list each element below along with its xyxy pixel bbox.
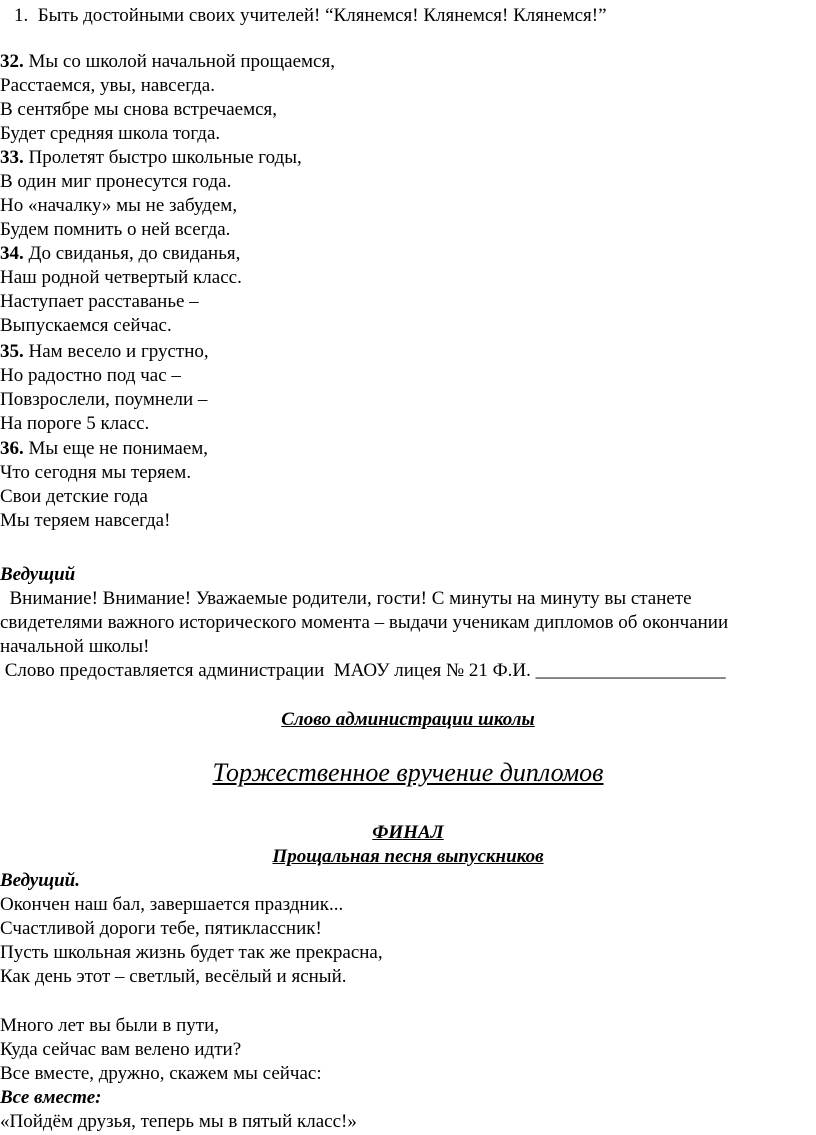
final-text-line: Счастливой дороги тебе, пятиклассник! bbox=[0, 918, 322, 939]
stanza-line: В сентябре мы снова встречаемся, bbox=[0, 99, 278, 120]
host-text-line: свидетелями важного исторического момента – выдачи ученикам дипломов об окончании bbox=[0, 612, 729, 633]
final-text-line: Куда сейчас вам велено идти? bbox=[0, 1039, 242, 1060]
final-text-line: Много лет вы были в пути, bbox=[0, 1015, 220, 1036]
stanza-number: 34. bbox=[0, 243, 24, 264]
intro-item-number: 1. bbox=[14, 5, 29, 26]
stanza-line: Мы теряем навсегда! bbox=[0, 510, 171, 531]
stanza-line: Будет средняя школа тогда. bbox=[0, 123, 221, 144]
stanza-line: Свои детские года bbox=[0, 486, 148, 507]
stanza-text: Мы со школой начальной прощаемся, bbox=[28, 51, 335, 72]
all-together-label: Все вместе: bbox=[0, 1087, 102, 1108]
stanza-line: Выпускаемся сейчас. bbox=[0, 315, 172, 336]
stanza-number: 36. bbox=[0, 438, 24, 459]
stanza-line: В один миг пронесутся года. bbox=[0, 171, 232, 192]
stanza-line: Расстаемся, увы, навсегда. bbox=[0, 75, 215, 96]
stanza-number: 35. bbox=[0, 341, 24, 362]
stanza-line: Наш родной четвертый класс. bbox=[0, 267, 242, 288]
stanza-text: До свиданья, до свиданья, bbox=[28, 243, 241, 264]
final-text-line: Пусть школьная жизнь будет так же прекрасна, bbox=[0, 942, 383, 963]
heading-ceremony: Торжественное вручение дипломов bbox=[212, 758, 604, 787]
stanza-line bbox=[0, 340, 209, 364]
stanza-number: 32. bbox=[0, 51, 24, 72]
stanza-text: Нам весело и грустно, bbox=[28, 341, 209, 362]
stanza-line: Наступает расставанье – bbox=[0, 291, 199, 312]
intro-item bbox=[14, 4, 607, 28]
host-text-line: начальной школы! bbox=[0, 636, 150, 657]
stanza-line bbox=[0, 437, 208, 461]
stanza-line: Но «началку» мы не забудем, bbox=[0, 195, 238, 216]
final-text-line: Все вместе, дружно, скажем мы сейчас: bbox=[0, 1063, 322, 1084]
speaker-label: Ведущий bbox=[0, 564, 76, 585]
stanza-text: Пролетят быстро школьные годы, bbox=[28, 147, 302, 168]
stanza-line: На пороге 5 класс. bbox=[0, 413, 150, 434]
stanza-number: 33. bbox=[0, 147, 24, 168]
intro-item-text: Быть достойными своих учителей! “Клянемся! Клянемся! Клянемся!” bbox=[37, 5, 607, 26]
heading-admin: Слово администрации школы bbox=[281, 709, 535, 730]
final-text-line: Как день этот – светлый, весёлый и ясный. bbox=[0, 966, 347, 987]
closing-line: «Пойдём друзья, теперь мы в пятый класс!» bbox=[0, 1111, 357, 1132]
stanza-line: Что сегодня мы теряем. bbox=[0, 462, 192, 483]
host-text-line: Внимание! Внимание! Уважаемые родители, гости! С минуты на минуту вы станете bbox=[0, 588, 692, 609]
final-text-line: Окончен наш бал, завершается праздник... bbox=[0, 894, 344, 915]
stanza-line: Будем помнить о ней всегда. bbox=[0, 219, 231, 240]
heading-final: ФИНАЛ bbox=[372, 822, 444, 843]
stanza-line bbox=[0, 50, 335, 74]
stanza-line: Повзрослели, поумнели – bbox=[0, 389, 208, 410]
stanza-line bbox=[0, 146, 302, 170]
heading-song: Прощальная песня выпускников bbox=[272, 846, 544, 867]
host-text-line: Слово предоставляется администрации МАОУ лицея № 21 Ф.И. ____________________ bbox=[0, 660, 726, 681]
speaker-label: Ведущий. bbox=[0, 870, 80, 891]
stanza-line: Но радостно под час – bbox=[0, 365, 181, 386]
stanza-text: Мы еще не понимаем, bbox=[23, 438, 209, 459]
stanza-line bbox=[0, 242, 240, 266]
